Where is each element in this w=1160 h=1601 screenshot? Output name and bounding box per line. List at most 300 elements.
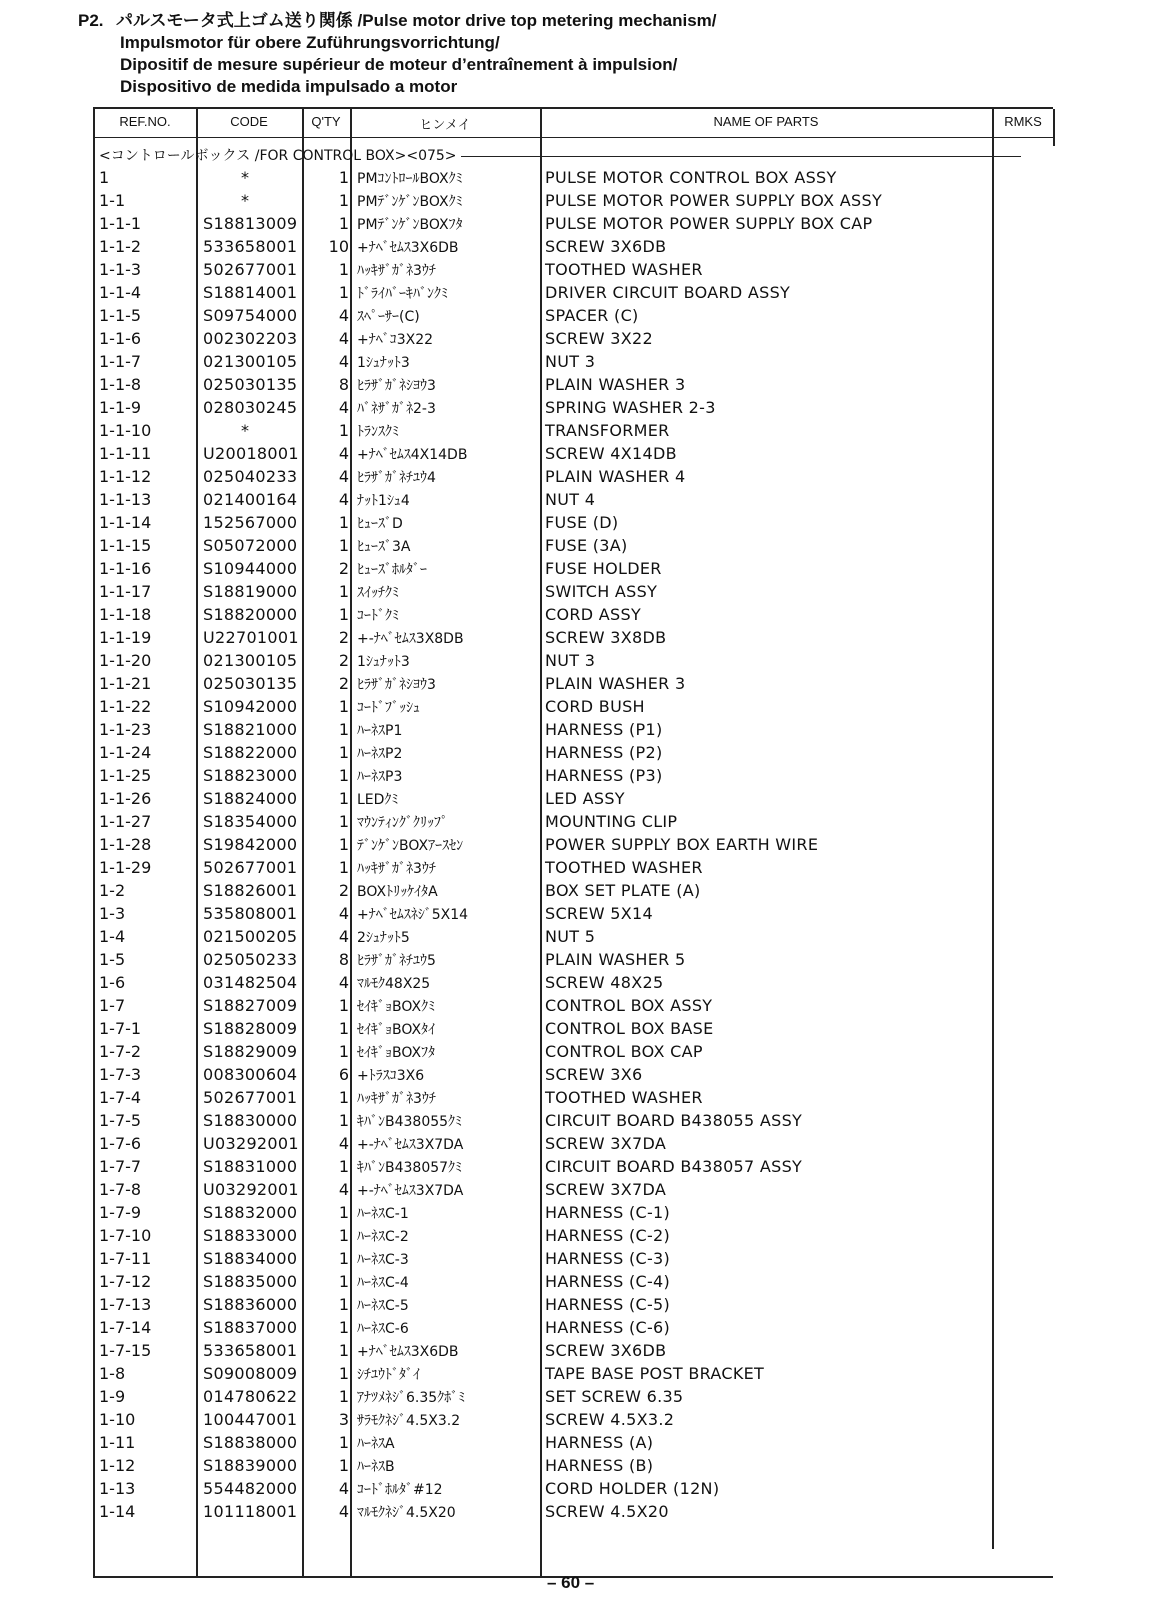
part-name-cell: HARNESS (C-6) [545, 1318, 671, 1337]
part-name-cell: CIRCUIT BOARD B438057 ASSY [545, 1157, 803, 1176]
code-cell: 021400164 [203, 490, 298, 509]
ref-no-cell: 1-1-15 [99, 536, 152, 555]
qty-cell: 4 [338, 352, 349, 371]
part-name-cell: HARNESS (C-5) [545, 1295, 671, 1314]
kana-name-cell: PMﾃﾞﾝｹﾞﾝBOXﾌﾀ [357, 217, 463, 233]
table-row [95, 1202, 1055, 1225]
qty-cell: 1 [338, 1318, 349, 1337]
qty-cell: 1 [338, 1249, 349, 1268]
kana-name-cell: 2ｼｭﾅｯﾄ5 [357, 930, 410, 946]
title-line-2: Impulsmotor für obere Zuführungsvorrichtung/ [120, 33, 500, 52]
table-row [95, 650, 1055, 673]
code-cell: 025030135 [203, 375, 298, 394]
page-title [78, 10, 1078, 98]
code-cell: 554482000 [203, 1479, 298, 1498]
code-cell: S09008009 [203, 1364, 298, 1383]
code-cell: S18835000 [203, 1272, 298, 1291]
table-row [95, 1501, 1055, 1524]
qty-cell: 4 [338, 398, 349, 417]
table-row [95, 995, 1055, 1018]
table-row [95, 1110, 1055, 1133]
part-name-cell: TOOTHED WASHER [545, 260, 703, 279]
table-row [95, 558, 1055, 581]
qty-cell: 1 [338, 1019, 349, 1038]
part-name-cell: TOOTHED WASHER [545, 1088, 703, 1107]
ref-no-cell: 1-1-2 [99, 237, 142, 256]
code-cell: 533658001 [203, 1341, 298, 1360]
kana-name-cell: ﾏﾙﾓｸﾈｼﾞ4.5X20 [357, 1505, 456, 1521]
kana-name-cell: ﾊﾞﾈｻﾞｶﾞﾈ2-3 [357, 401, 436, 417]
qty-cell: 1 [338, 1088, 349, 1107]
qty-cell: 1 [338, 1341, 349, 1360]
ref-no-cell: 1-10 [99, 1410, 136, 1429]
code-cell: S05072000 [203, 536, 298, 555]
kana-name-cell: PMﾃﾞﾝｹﾞﾝBOXｸﾐ [357, 194, 463, 210]
qty-cell: 2 [338, 628, 349, 647]
code-cell: S18814001 [203, 283, 298, 302]
table-row [95, 1340, 1055, 1363]
section-heading [99, 145, 1021, 165]
ref-no-cell: 1-1-9 [99, 398, 142, 417]
kana-name-cell: +ﾄﾗｽｺ3X6 [357, 1068, 425, 1084]
table-row [95, 512, 1055, 535]
qty-cell: 1 [338, 582, 349, 601]
part-name-cell: PLAIN WASHER 3 [545, 674, 686, 693]
qty-cell: 1 [338, 1456, 349, 1475]
table-row [95, 949, 1055, 972]
ref-no-cell: 1-1-24 [99, 743, 152, 762]
kana-name-cell: ﾊｰﾈｽC-3 [357, 1252, 409, 1268]
ref-no-cell: 1-7-2 [99, 1042, 142, 1061]
ref-no-cell: 1-1-26 [99, 789, 152, 808]
code-cell: S18824000 [203, 789, 298, 808]
code-cell: S18837000 [203, 1318, 298, 1337]
table-row [95, 1041, 1055, 1064]
table-row [95, 1386, 1055, 1409]
part-name-cell: PLAIN WASHER 3 [545, 375, 686, 394]
ref-no-cell: 1-3 [99, 904, 126, 923]
code-cell: U03292001 [203, 1134, 299, 1153]
kana-name-cell: ﾋｭｰｽﾞﾎﾙﾀﾞｰ [357, 562, 427, 578]
kana-name-cell: ﾄﾞﾗｲﾊﾞｰｷﾊﾞﾝｸﾐ [357, 286, 448, 302]
code-cell: S18830000 [203, 1111, 298, 1130]
part-name-cell: NUT 4 [545, 490, 596, 509]
table-row [95, 1432, 1055, 1455]
ref-no-cell: 1-7-10 [99, 1226, 152, 1245]
qty-cell: 1 [338, 260, 349, 279]
code-cell: * [241, 168, 250, 187]
code-cell: S10944000 [203, 559, 298, 578]
kana-name-cell: ﾏﾙﾓｸ48X25 [357, 976, 431, 992]
part-name-cell: SCREW 3X7DA [545, 1134, 667, 1153]
kana-name-cell: ﾋｭｰｽﾞ3A [357, 539, 411, 555]
code-cell: U20018001 [203, 444, 299, 463]
code-cell: S18832000 [203, 1203, 298, 1222]
parts-table [93, 107, 1053, 1578]
code-cell: 031482504 [203, 973, 298, 992]
table-row [95, 420, 1055, 443]
ref-no-cell: 1-14 [99, 1502, 136, 1521]
ref-no-cell: 1-7-5 [99, 1111, 142, 1130]
qty-cell: 1 [338, 1157, 349, 1176]
part-name-cell: SCREW 4.5X3.2 [545, 1410, 675, 1429]
table-row [95, 259, 1055, 282]
ref-no-cell: 1-2 [99, 881, 126, 900]
table-row [95, 788, 1055, 811]
kana-name-cell: ｾｲｷﾞｮBOXｸﾐ [357, 999, 436, 1015]
kana-name-cell: ｼﾁﾕｳﾄﾞﾀﾞｲ [357, 1367, 420, 1383]
kana-name-cell: ﾊｯｷｻﾞｶﾞﾈ3ｳﾁ [357, 263, 436, 279]
ref-no-cell: 1-7-9 [99, 1203, 142, 1222]
part-name-cell: NUT 5 [545, 927, 596, 946]
ref-no-cell: 1-7-13 [99, 1295, 152, 1314]
code-cell: 502677001 [203, 1088, 298, 1107]
header-remarks: RMKS [1004, 114, 1042, 129]
qty-cell: 1 [338, 1226, 349, 1245]
title-line-4: Dispositivo de medida impulsado a motor [120, 77, 458, 96]
part-name-cell: CORD ASSY [545, 605, 642, 624]
kana-name-cell: 1ｼｭﾅｯﾄ3 [357, 654, 410, 670]
code-cell: 014780622 [203, 1387, 298, 1406]
part-name-cell: SET SCREW 6.35 [545, 1387, 684, 1406]
table-row [95, 1179, 1055, 1202]
ref-no-cell: 1-1-14 [99, 513, 152, 532]
kana-name-cell: +ﾅﾍﾞｾﾑｽ3X6DB [357, 1344, 459, 1360]
table-row [95, 926, 1055, 949]
ref-no-cell: 1-1-16 [99, 559, 152, 578]
qty-cell: 1 [338, 697, 349, 716]
part-name-cell: FUSE (D) [545, 513, 619, 532]
ref-no-cell: 1-7-15 [99, 1341, 152, 1360]
code-cell: 100447001 [203, 1410, 298, 1429]
header-ref-no: REF.NO. [119, 114, 171, 129]
qty-cell: 1 [338, 789, 349, 808]
qty-cell: 4 [338, 306, 349, 325]
kana-name-cell: ﾋﾗｻﾞｶﾞﾈﾁﾕｳ4 [357, 470, 436, 486]
code-cell: 025030135 [203, 674, 298, 693]
part-name-cell: CONTROL BOX CAP [545, 1042, 703, 1061]
header-kana: ヒンメイ [419, 117, 471, 132]
table-row [95, 466, 1055, 489]
kana-name-cell: +-ﾅﾍﾞｾﾑｽ3X7DA [357, 1183, 464, 1199]
table-row [95, 535, 1055, 558]
kana-name-cell: ﾃﾞﾝｹﾞﾝBOXｱｰｽｾﾝ [357, 838, 464, 854]
qty-cell: 1 [338, 1433, 349, 1452]
kana-name-cell: ﾊｯｷｻﾞｶﾞﾈ3ｳﾁ [357, 861, 436, 877]
part-name-cell: TRANSFORMER [545, 421, 670, 440]
table-row [95, 328, 1055, 351]
code-cell: 502677001 [203, 260, 298, 279]
code-cell: S10942000 [203, 697, 298, 716]
code-cell: U22701001 [203, 628, 299, 647]
kana-name-cell: ﾊｰﾈｽC-4 [357, 1275, 409, 1291]
title-line-1 [78, 10, 1078, 32]
part-name-cell: HARNESS (C-2) [545, 1226, 671, 1245]
table-row [95, 1478, 1055, 1501]
part-name-cell: SCREW 3X8DB [545, 628, 667, 647]
qty-cell: 4 [338, 444, 349, 463]
part-name-cell: HARNESS (C-1) [545, 1203, 671, 1222]
table-row [95, 581, 1055, 604]
kana-name-cell: ﾊｰﾈｽP1 [357, 723, 403, 739]
table-row [95, 1409, 1055, 1432]
title-japanese-english: パルスモータ式上ゴム送り関係 /Pulse motor drive top metering mechanism/ [116, 11, 717, 30]
table-row [95, 1248, 1055, 1271]
code-cell: S18831000 [203, 1157, 298, 1176]
code-cell: 535808001 [203, 904, 298, 923]
kana-name-cell: ﾊｰﾈｽB [357, 1459, 395, 1475]
part-name-cell: SCREW 4X14DB [545, 444, 677, 463]
code-cell: 002302203 [203, 329, 298, 348]
code-cell: 028030245 [203, 398, 298, 417]
part-name-cell: DRIVER CIRCUIT BOARD ASSY [545, 283, 791, 302]
part-name-cell: NUT 3 [545, 651, 596, 670]
code-cell: S18820000 [203, 605, 298, 624]
kana-name-cell: ﾊｰﾈｽP2 [357, 746, 403, 762]
part-name-cell: PLAIN WASHER 5 [545, 950, 686, 969]
qty-cell: 6 [338, 1065, 349, 1084]
kana-name-cell: +ﾅﾍﾞｺ3X22 [357, 332, 434, 348]
ref-no-cell: 1-1-21 [99, 674, 152, 693]
kana-name-cell: ｺｰﾄﾞﾌﾞｯｼｭ [357, 700, 420, 716]
table-row [95, 236, 1055, 259]
part-name-cell: HARNESS (C-4) [545, 1272, 671, 1291]
ref-no-cell: 1-7-8 [99, 1180, 142, 1199]
table-row [95, 627, 1055, 650]
table-row [95, 696, 1055, 719]
ref-no-cell: 1-1-3 [99, 260, 142, 279]
code-cell: 101118001 [203, 1502, 298, 1521]
table-row [95, 765, 1055, 788]
code-cell: U03292001 [203, 1180, 299, 1199]
part-name-cell: SCREW 3X6DB [545, 1341, 667, 1360]
ref-no-cell: 1-1-29 [99, 858, 152, 877]
qty-cell: 4 [338, 329, 349, 348]
ref-no-cell: 1-1-18 [99, 605, 152, 624]
kana-name-cell: ﾊｰﾈｽP3 [357, 769, 403, 785]
table-row [95, 1225, 1055, 1248]
part-name-cell: POWER SUPPLY BOX EARTH WIRE [545, 835, 819, 854]
table-row [95, 903, 1055, 926]
header-code: CODE [230, 114, 268, 129]
part-name-cell: NUT 3 [545, 352, 596, 371]
code-cell: S18834000 [203, 1249, 298, 1268]
kana-name-cell: ﾊｰﾈｽC-1 [357, 1206, 409, 1222]
code-cell: 025040233 [203, 467, 298, 486]
table-row [95, 1294, 1055, 1317]
qty-cell: 4 [338, 1134, 349, 1153]
kana-name-cell: +ﾅﾍﾞｾﾑｽ3X6DB [357, 240, 459, 256]
kana-name-cell: ｷﾊﾞﾝB438057ｸﾐ [357, 1160, 463, 1176]
ref-no-cell: 1-7-6 [99, 1134, 142, 1153]
kana-name-cell: ｾｲｷﾞｮBOXﾀｲ [357, 1022, 436, 1038]
qty-cell: 1 [338, 812, 349, 831]
kana-name-cell: PMｺﾝﾄﾛｰﾙBOXｸﾐ [357, 171, 463, 187]
kana-name-cell: ﾅｯﾄ1ｼｭ4 [357, 493, 410, 509]
header-name-of-parts: NAME OF PARTS [713, 114, 819, 129]
part-name-cell: CONTROL BOX ASSY [545, 996, 713, 1015]
code-cell: S18833000 [203, 1226, 298, 1245]
code-cell: 533658001 [203, 237, 298, 256]
table-row [95, 1363, 1055, 1386]
qty-cell: 4 [338, 973, 349, 992]
table-row [95, 213, 1055, 236]
ref-no-cell: 1-7-7 [99, 1157, 142, 1176]
qty-cell: 3 [338, 1410, 349, 1429]
table-row [95, 673, 1055, 696]
qty-cell: 2 [338, 881, 349, 900]
table-row [95, 489, 1055, 512]
part-name-cell: SPRING WASHER 2-3 [545, 398, 716, 417]
ref-no-cell: 1-1-17 [99, 582, 152, 601]
section-label: <コントロールボックス /FOR CONTROL BOX><075> [99, 148, 457, 164]
kana-name-cell: ﾋｭｰｽﾞD [357, 516, 403, 532]
table-row [95, 834, 1055, 857]
kana-name-cell: ｷﾊﾞﾝB438055ｸﾐ [357, 1114, 463, 1130]
qty-cell: 1 [338, 1272, 349, 1291]
qty-cell: 4 [338, 490, 349, 509]
part-name-cell: CONTROL BOX BASE [545, 1019, 714, 1038]
code-cell: S18823000 [203, 766, 298, 785]
qty-cell: 4 [338, 1479, 349, 1498]
code-cell: S18828009 [203, 1019, 298, 1038]
table-row [95, 1455, 1055, 1478]
qty-cell: 1 [338, 1203, 349, 1222]
title-line-3: Dipositif de mesure supérieur de moteur d’entraînement à impulsion/ [120, 55, 678, 74]
part-name-cell: PLAIN WASHER 4 [545, 467, 686, 486]
ref-no-cell: 1-7 [99, 996, 126, 1015]
part-name-cell: CORD HOLDER (12N) [545, 1479, 720, 1498]
kana-name-cell: +-ﾅﾍﾞｾﾑｽ3X8DB [357, 631, 464, 647]
code-cell: S18839000 [203, 1456, 298, 1475]
kana-name-cell: ｺｰﾄﾞﾎﾙﾀﾞ#12 [357, 1482, 443, 1498]
qty-cell: 1 [338, 605, 349, 624]
part-name-cell: CORD BUSH [545, 697, 645, 716]
qty-cell: 1 [338, 766, 349, 785]
part-name-cell: MOUNTING CLIP [545, 812, 678, 831]
part-name-cell: PULSE MOTOR CONTROL BOX ASSY [545, 168, 837, 187]
qty-cell: 1 [338, 191, 349, 210]
ref-no-cell: 1-6 [99, 973, 126, 992]
qty-cell: 1 [338, 214, 349, 233]
part-name-cell: HARNESS (P1) [545, 720, 663, 739]
code-cell: S18813009 [203, 214, 298, 233]
ref-no-cell: 1-1-13 [99, 490, 152, 509]
kana-name-cell: ﾋﾗｻﾞｶﾞﾈｼﾖｳ3 [357, 378, 436, 394]
ref-no-cell: 1-7-11 [99, 1249, 152, 1268]
part-name-cell: PULSE MOTOR POWER SUPPLY BOX CAP [545, 214, 873, 233]
part-name-cell: FUSE (3A) [545, 536, 628, 555]
part-name-cell: SCREW 3X6 [545, 1065, 643, 1084]
part-name-cell: CIRCUIT BOARD B438055 ASSY [545, 1111, 803, 1130]
part-name-cell: SWITCH ASSY [545, 582, 658, 601]
code-cell: S19842000 [203, 835, 298, 854]
page-number: – 60 – [547, 1573, 595, 1592]
part-name-cell: HARNESS (C-3) [545, 1249, 671, 1268]
code-cell: 021300105 [203, 352, 298, 371]
kana-name-cell: +ﾅﾍﾞｾﾑｽﾈｼﾞ5X14 [357, 907, 469, 923]
code-cell: S18822000 [203, 743, 298, 762]
code-cell: 021500205 [203, 927, 298, 946]
kana-name-cell: ﾊｰﾈｽC-2 [357, 1229, 409, 1245]
ref-no-cell: 1-1-23 [99, 720, 152, 739]
ref-no-cell: 1-7-4 [99, 1088, 142, 1107]
table-row [95, 1087, 1055, 1110]
code-cell: 021300105 [203, 651, 298, 670]
table-row [95, 1018, 1055, 1041]
kana-name-cell: +ﾅﾍﾞｾﾑｽ4X14DB [357, 447, 468, 463]
code-cell: S18827009 [203, 996, 298, 1015]
ref-no-cell: 1-1-6 [99, 329, 142, 348]
code-cell: 008300604 [203, 1065, 298, 1084]
ref-no-cell: 1-7-1 [99, 1019, 142, 1038]
code-cell: S18819000 [203, 582, 298, 601]
ref-no-cell: 1-9 [99, 1387, 126, 1406]
part-name-cell: BOX SET PLATE (A) [545, 881, 701, 900]
table-row [95, 1064, 1055, 1087]
table-header [95, 109, 1055, 138]
code-cell: S18354000 [203, 812, 298, 831]
ref-no-cell: 1-1-4 [99, 283, 142, 302]
table-row [95, 1317, 1055, 1340]
table-row [95, 282, 1055, 305]
part-name-cell: TAPE BASE POST BRACKET [545, 1364, 765, 1383]
kana-name-cell: BOXﾄﾘｯｹｲﾀA [357, 884, 438, 900]
part-name-cell: TOOTHED WASHER [545, 858, 703, 877]
qty-cell: 1 [338, 283, 349, 302]
code-cell: 025050233 [203, 950, 298, 969]
ref-no-cell: 1 [99, 168, 110, 187]
table-row [95, 305, 1055, 328]
ref-no-cell: 1-4 [99, 927, 126, 946]
qty-cell: 8 [338, 950, 349, 969]
qty-cell: 2 [338, 674, 349, 693]
qty-cell: 4 [338, 1180, 349, 1199]
qty-cell: 1 [338, 1111, 349, 1130]
code-cell: S18836000 [203, 1295, 298, 1314]
kana-name-cell: ﾊｰﾈｽC-6 [357, 1321, 409, 1337]
ref-no-cell: 1-1-7 [99, 352, 142, 371]
table-row [95, 397, 1055, 420]
table-body [95, 167, 1055, 1524]
part-name-cell: PULSE MOTOR POWER SUPPLY BOX ASSY [545, 191, 883, 210]
qty-cell: 1 [338, 720, 349, 739]
qty-cell: 1 [338, 513, 349, 532]
part-name-cell: SCREW 5X14 [545, 904, 653, 923]
qty-cell: 1 [338, 421, 349, 440]
part-name-cell: SCREW 48X25 [545, 973, 664, 992]
code-cell: 502677001 [203, 858, 298, 877]
kana-name-cell: ｾｲｷﾞｮBOXﾌﾀ [357, 1045, 436, 1061]
ref-no-cell: 1-1-19 [99, 628, 152, 647]
kana-name-cell: ﾋﾗｻﾞｶﾞﾈﾁﾕｳ5 [357, 953, 436, 969]
kana-name-cell: ｽﾍﾟｰｻｰ(C) [357, 309, 420, 325]
ref-no-cell: 1-1-5 [99, 306, 142, 325]
code-cell: S18829009 [203, 1042, 298, 1061]
title-prefix: P2. [78, 11, 104, 30]
kana-name-cell: LEDｸﾐ [357, 792, 399, 808]
table-row [95, 719, 1055, 742]
qty-cell: 4 [338, 904, 349, 923]
ref-no-cell: 1-1-8 [99, 375, 142, 394]
qty-cell: 2 [338, 651, 349, 670]
code-cell: S18821000 [203, 720, 298, 739]
ref-no-cell: 1-1-11 [99, 444, 152, 463]
kana-name-cell: +-ﾅﾍﾞｾﾑｽ3X7DA [357, 1137, 464, 1153]
part-name-cell: SCREW 3X6DB [545, 237, 667, 256]
table-row [95, 351, 1055, 374]
qty-cell: 1 [338, 996, 349, 1015]
